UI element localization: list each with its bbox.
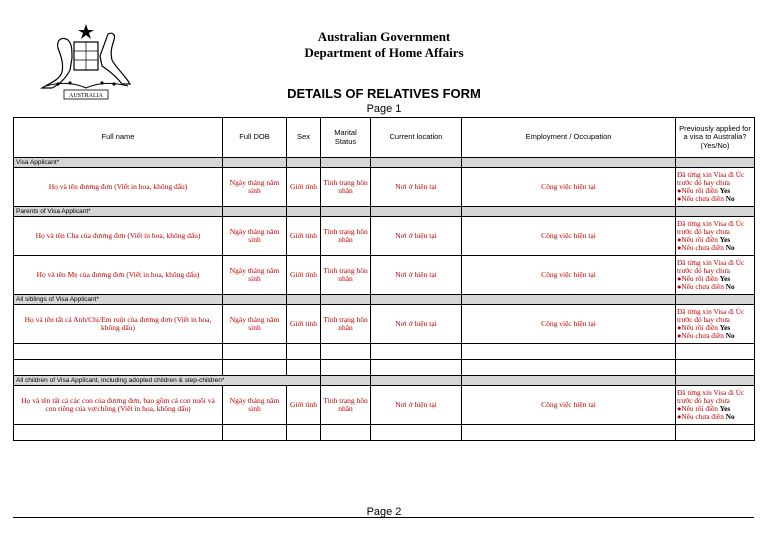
sex-cell[interactable]: Giới tính <box>287 168 321 207</box>
col-header-sex: Sex <box>287 118 321 158</box>
employment-cell[interactable]: Công việc hiện tại <box>462 217 676 256</box>
sex-cell[interactable]: Giới tính <box>287 217 321 256</box>
previous-visa-cell[interactable] <box>676 386 755 425</box>
page-divider <box>13 517 754 518</box>
dob-cell[interactable]: Ngày tháng năm sinh <box>223 168 287 207</box>
location-cell[interactable]: Nơi ở hiện tại <box>371 305 462 344</box>
employment-cell[interactable]: Công việc hiện tại <box>462 386 676 425</box>
prev-yes: Yes <box>719 323 731 332</box>
prev-yes-prefix: ●Nếu rồi điền <box>677 404 720 413</box>
section-parents: Parents of Visa Applicant* <box>14 207 223 217</box>
prev-no-prefix: ●Nếu chưa điền <box>677 411 726 421</box>
marital-cell[interactable]: Tình trạng hôn nhân <box>321 386 371 425</box>
sex-cell[interactable]: Giới tính <box>287 305 321 344</box>
table-row <box>14 305 755 344</box>
col-header-previous: Previously applied for a visa to Australia? (Yes/No) <box>676 118 755 158</box>
prev-no-prefix: ●Nếu chưa điền <box>677 281 726 291</box>
sex-cell[interactable]: Giới tính <box>287 386 321 425</box>
prev-yes-prefix: ●Nếu rồi điền <box>677 186 720 195</box>
prev-yes: Yes <box>719 404 731 413</box>
location-cell[interactable]: Nơi ở hiện tại <box>371 217 462 256</box>
marital-cell[interactable]: Tình trạng hôn nhân <box>321 305 371 344</box>
form-title: DETAILS OF RELATIVES FORM <box>287 86 481 101</box>
relatives-table <box>13 117 755 441</box>
table-row <box>14 217 755 256</box>
col-header-location: Current location <box>371 118 462 158</box>
prev-question: Đã từng xin Visa đi Úc trước đó hay chưa <box>677 388 745 406</box>
col-header-dob: Full DOB <box>223 118 287 158</box>
prev-no-prefix: ●Nếu chưa điền <box>677 330 726 340</box>
prev-no: No <box>725 281 735 291</box>
prev-question: Đã từng xin Visa đi Úc trước đó hay chưa <box>677 258 745 276</box>
previous-visa-cell[interactable] <box>676 305 755 344</box>
dob-cell[interactable]: Ngày tháng năm sinh <box>223 386 287 425</box>
page-number-2: Page 2 <box>366 506 402 518</box>
section-row <box>14 207 755 217</box>
government-name: Australian Government <box>317 29 451 44</box>
marital-cell[interactable]: Tình trạng hôn nhân <box>321 168 371 207</box>
sex-cell[interactable]: Giới tính <box>287 256 321 295</box>
prev-no-prefix: ●Nếu chưa điền <box>677 242 726 252</box>
prev-yes: Yes <box>719 274 731 283</box>
prev-question: Đã từng xin Visa đi Úc trước đó hay chưa <box>677 219 745 237</box>
section-row <box>14 376 755 386</box>
prev-no: No <box>725 242 735 252</box>
prev-no: No <box>725 193 735 203</box>
location-cell[interactable]: Nơi ở hiện tại <box>371 168 462 207</box>
crest-motto: AUSTRALIA <box>69 93 103 99</box>
location-cell[interactable]: Nơi ở hiện tại <box>371 256 462 295</box>
name-cell[interactable]: Họ và tên tất cả Anh/Chị/Em ruột của đương đơn (Viết in hoa, không dấu) <box>14 305 223 344</box>
section-row <box>14 158 755 168</box>
empty-row <box>14 360 755 376</box>
name-cell[interactable]: Họ và tên đương đơn (Viết in hoa, không dấu) <box>14 168 223 207</box>
section-siblings: All siblings of Visa Applicant* <box>14 295 223 305</box>
prev-question: Đã từng xin Visa đi Úc trước đó hay chưa <box>677 170 745 188</box>
previous-visa-cell[interactable] <box>676 168 755 207</box>
prev-yes: Yes <box>719 186 731 195</box>
prev-yes-prefix: ●Nếu rồi điền <box>677 274 720 283</box>
empty-row <box>14 425 755 441</box>
col-header-name: Full name <box>14 118 223 158</box>
section-children: All children of Visa Applicant, including adopted children & step-children* <box>14 376 321 386</box>
table-row <box>14 168 755 207</box>
prev-no: No <box>725 330 735 340</box>
dob-cell[interactable]: Ngày tháng năm sinh <box>223 256 287 295</box>
employment-cell[interactable]: Công việc hiện tại <box>462 305 676 344</box>
prev-yes-prefix: ●Nếu rồi điền <box>677 323 720 332</box>
dob-cell[interactable]: Ngày tháng năm sinh <box>223 217 287 256</box>
col-header-marital: Marital Status <box>321 118 371 158</box>
prev-yes: Yes <box>719 235 731 244</box>
marital-cell[interactable]: Tình trạng hôn nhân <box>321 256 371 295</box>
col-header-employment: Employment / Occupation <box>462 118 676 158</box>
employment-cell[interactable]: Công việc hiện tại <box>462 256 676 295</box>
table-row <box>14 386 755 425</box>
prev-yes-prefix: ●Nếu rồi điền <box>677 235 720 244</box>
department-name: Department of Home Affairs <box>304 45 464 60</box>
prev-question: Đã từng xin Visa đi Úc trước đó hay chưa <box>677 307 745 325</box>
location-cell[interactable]: Nơi ở hiện tại <box>371 386 462 425</box>
page-number-1: Page 1 <box>366 103 402 115</box>
section-applicant: Visa Applicant* <box>14 158 223 168</box>
name-cell[interactable]: Họ và tên Cha của đương đơn (Viết in hoa, không dấu) <box>14 217 223 256</box>
prev-no-prefix: ●Nếu chưa điền <box>677 193 726 203</box>
empty-row <box>14 344 755 360</box>
previous-visa-cell[interactable] <box>676 256 755 295</box>
section-row <box>14 295 755 305</box>
dob-cell[interactable]: Ngày tháng năm sinh <box>223 305 287 344</box>
header-row <box>14 118 755 158</box>
prev-no: No <box>725 411 735 421</box>
name-cell[interactable]: Họ và tên Mẹ của đương đơn (Viết in hoa, không dấu) <box>14 256 223 295</box>
previous-visa-cell[interactable] <box>676 217 755 256</box>
marital-cell[interactable]: Tình trạng hôn nhân <box>321 217 371 256</box>
name-cell[interactable]: Họ và tên tất cả các con của đương đơn, bao gồm cả con nuôi và con riêng của vợ/chồng (Viết in hoa, không dấu) <box>14 386 223 425</box>
employment-cell[interactable]: Công việc hiện tại <box>462 168 676 207</box>
table-row <box>14 256 755 295</box>
